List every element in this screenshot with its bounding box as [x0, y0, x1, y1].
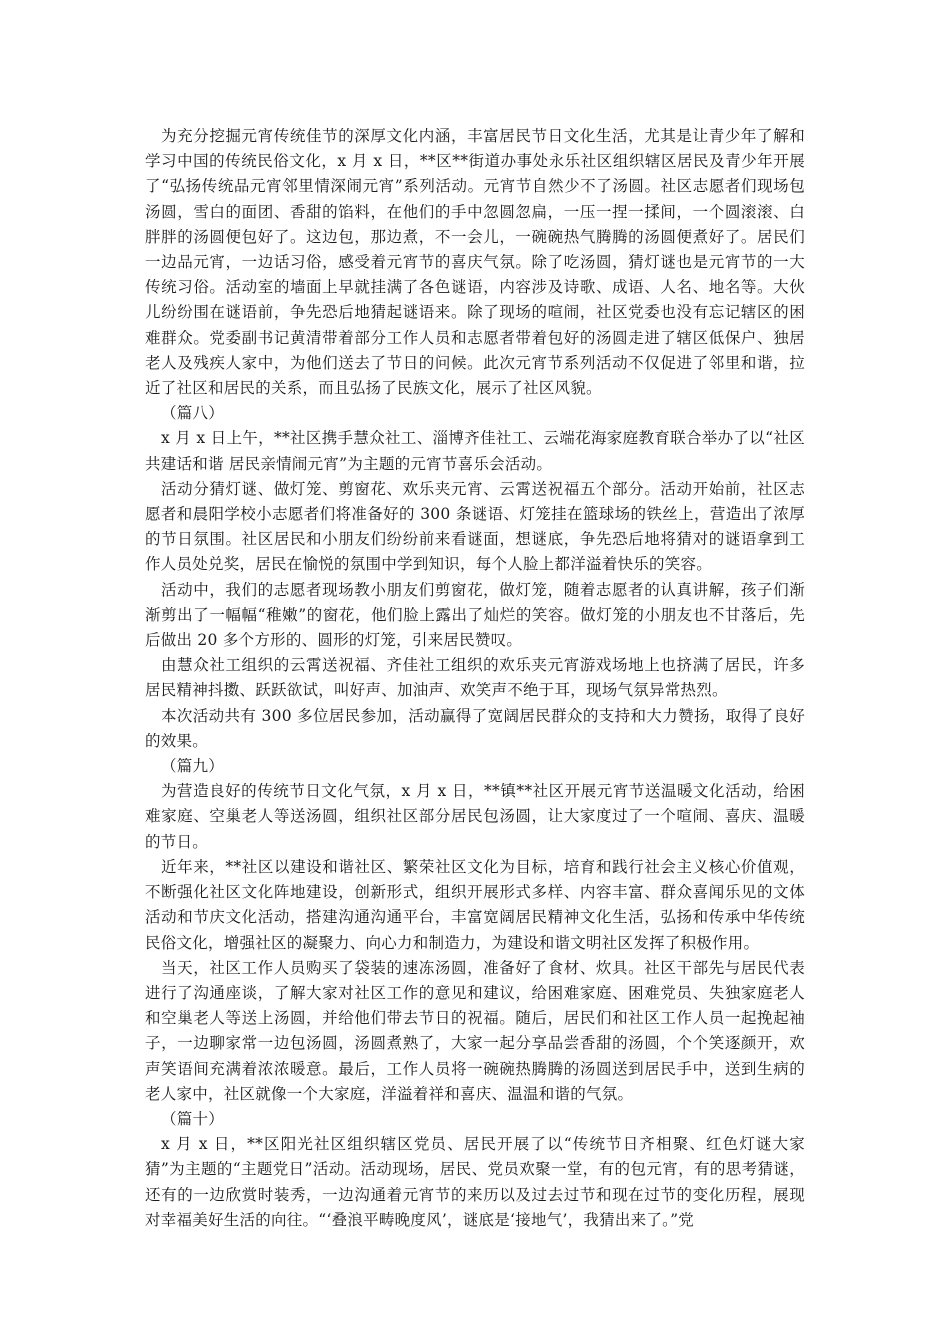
section-heading-9: （篇九） — [161, 757, 225, 776]
paragraph-9-3: 当天，社区工作人员购买了袋装的速冻汤圆，准备好了食材、炊具。社区干部先与居民代表进行了沟通座谈，了解大家对社区工作的意见和建议，给困难家庭、困难党员、失独家庭老人和空巢老人等送上汤圆，并给他们带去节日的祝福。随后，居民们和社区工作人员一起挽起袖子，一边聊家常一边包汤圆，汤圆煮熟了，大家一起分享品尝香甜的汤圆，个个笑逐颜开，欢声笑语间充满着浓浓暖意。最后，工作人员将一碗碗热腾腾的汤圆送到居民手中，送到生病的老人家中，社区就像一个大家庭，洋溢着祥和喜庆、温温和谐的气氛。 — [145, 958, 805, 1103]
paragraph-8-5: 本次活动共有 300 多位居民参加，活动赢得了宽阔居民群众的支持和大力赞扬，取得了良好的效果。 — [145, 706, 805, 750]
paragraph-10-1: x 月 x 日，**区阳光社区组织辖区党员、居民开展了以“传统节日齐相聚、红色灯谜大家猜”为主题的“主题党日”活动。活动现场，居民、党员欢聚一堂，有的包元宵，有的思考猜谜，还有的一边欣赏时装秀，一边沟通着元宵节的来历以及过去过节和现在过节的变化历程，展现对幸福美好生活的向往。“‘叠浪平畴晚度风’，谜底是‘接地气’，我猜出来了。”党 — [145, 1135, 805, 1229]
section-heading-10: （篇十） — [161, 1109, 225, 1128]
section-heading-8: （篇八） — [161, 404, 225, 423]
paragraph-9-1: 为营造良好的传统节日文化气氛，x 月 x 日，**镇**社区开展元宵节送温暖文化活动，给困难家庭、空巢老人等送汤圆，组织社区部分居民包汤圆，让大家度过了一个喧闹、喜庆、温暖的节日。 — [145, 782, 805, 851]
paragraph-8-4: 由慧众社工组织的云霄送祝福、齐佳社工组织的欢乐夹元宵游戏场地上也挤满了居民，许多居民精神抖擞、跃跃欲试，叫好声、加油声、欢笑声不绝于耳，现场气氛异常热烈。 — [145, 656, 805, 700]
paragraph-8-2: 活动分猜灯谜、做灯笼、剪窗花、欢乐夹元宵、云霄送祝福五个部分。活动开始前，社区志愿者和晨阳学校小志愿者们将准备好的 300 条谜语、灯笼挂在篮球场的铁丝上，营造出了浓厚的节日氛围。社区居民和小朋友们纷纷前来看谜面，想谜底，争先恐后地将猜对的谜语拿到工作人员处兑奖，居民在愉悦的氛围中学到知识，每个人脸上都洋溢着快乐的笑容。 — [145, 479, 805, 574]
paragraph-intro: 为充分挖掘元宵传统佳节的深厚文化内涵，丰富居民节日文化生活，尤其是让青少年了解和学习中国的传统民俗文化，x 月 x 日，**区**街道办事处永乐社区组织辖区居民及青少年开展了“弘扬传统品元宵邻里情深闹元宵”系列活动。元宵节自然少不了汤圆。社区志愿者们现场包汤圆，雪白的面团、香甜的馅料，在他们的手中忽圆忽扁，一压一捏一揉间，一个圆滚滚、白胖胖的汤圆便包好了。这边包，那边煮，不一会儿，一碗碗热气腾腾的汤圆便煮好了。居民们一边品元宵，一边话习俗，感受着元宵节的喜庆气氛。除了吃汤圆，猜灯谜也是元宵节的一大传统习俗。活动室的墙面上早就挂满了各色谜语，内容涉及诗歌、成语、人名、地名等。大伙儿纷纷围在谜语前，争先恐后地猜起谜语来。除了现场的喧闹，社区党委也没有忘记辖区的困难群众。党委副书记黄清带着部分工作人员和志愿者带着包好的汤圆走进了辖区低保户、独居老人及残疾人家中，为他们送去了节日的问候。此次元宵节系列活动不仅促进了邻里和谐，拉近了社区和居民的关系，而且弘扬了民族文化，展示了社区风貌。 — [145, 127, 805, 398]
paragraph-8-1: x 月 x 日上午，**社区携手慧众社工、淄博齐佳社工、云端花海家庭教育联合举办了以“社区共建话和谐 居民亲情闹元宵”为主题的元宵节喜乐会活动。 — [145, 429, 805, 473]
document-body — [145, 124, 805, 1233]
paragraph-8-3: 活动中，我们的志愿者现场教小朋友们剪窗花，做灯笼，随着志愿者的认真讲解，孩子们渐渐剪出了一幅幅“稚嫩”的窗花，他们脸上露出了灿烂的笑容。做灯笼的小朋友也不甘落后，先后做出 20 多个方形的、圆形的灯笼，引来居民赞叹。 — [145, 580, 805, 650]
paragraph-9-2: 近年来，**社区以建设和谐社区、繁荣社区文化为目标，培育和践行社会主义核心价值观，不断强化社区文化阵地建设，创新形式，组织开展形式多样、内容丰富、群众喜闻乐见的文体活动和节庆文化活动，搭建沟通沟通平台，丰富宽阔居民精神文化生活，弘扬和传承中华传统民俗文化，增强社区的凝聚力、向心力和制造力，为建设和谐文明社区发挥了积极作用。 — [145, 857, 805, 952]
